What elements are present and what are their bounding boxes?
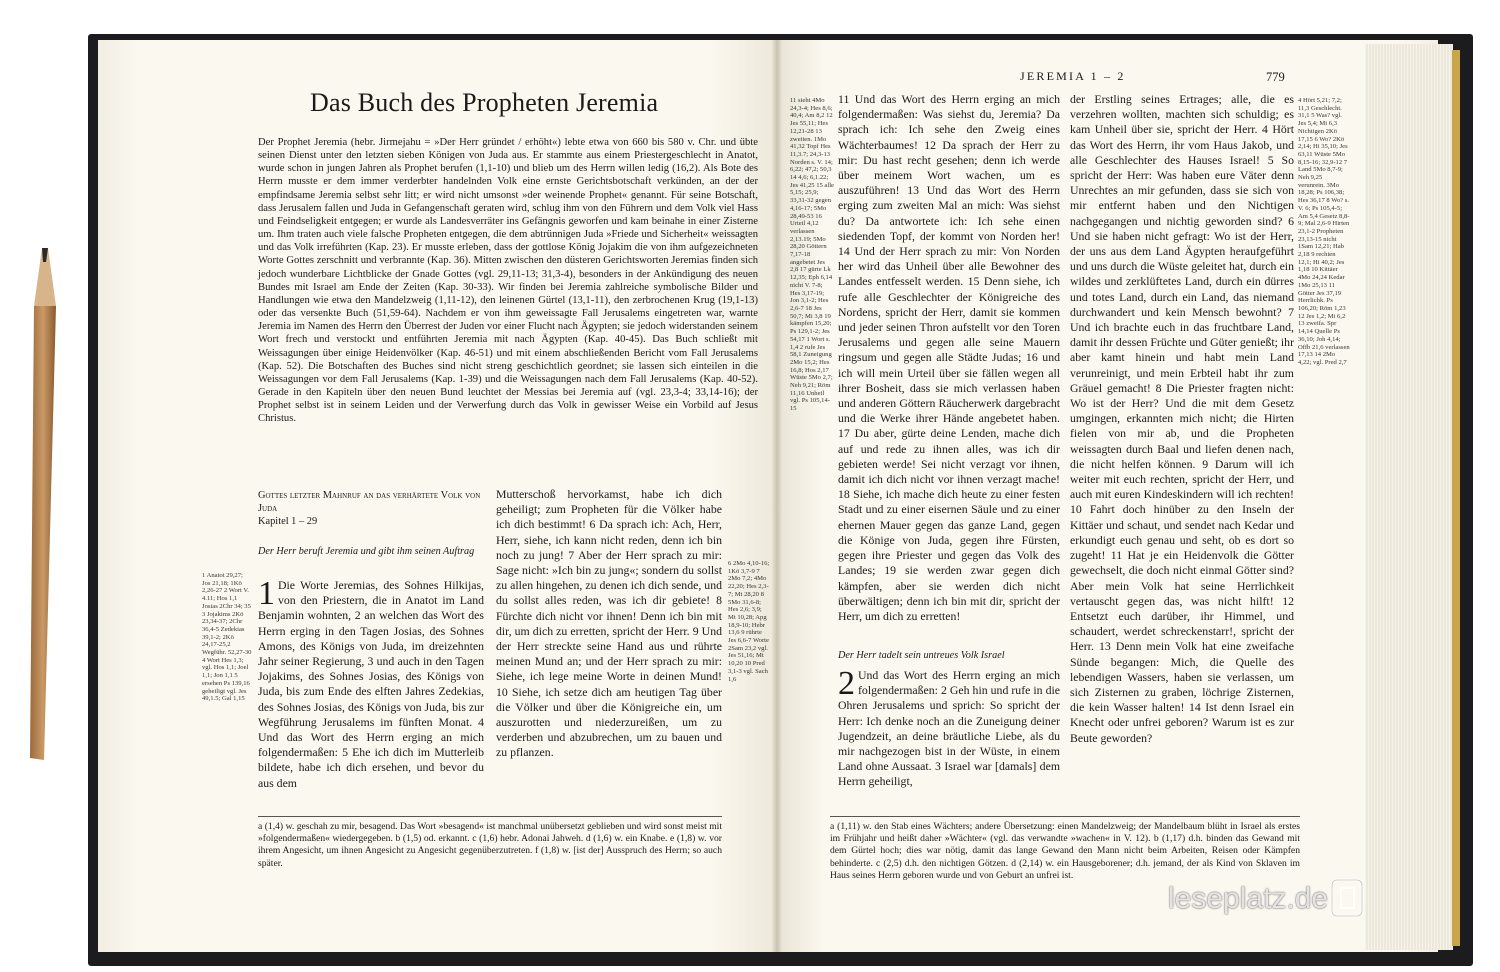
section-heading bbox=[258, 489, 498, 528]
watermark-book-icon bbox=[1330, 878, 1364, 918]
running-header: JEREMIA 1 – 2 bbox=[1020, 69, 1126, 83]
chapter-number: 1 bbox=[258, 578, 275, 612]
cross-references-middle bbox=[728, 560, 770, 686]
cross-reference-block: 4 Hört 5,21; 7,2; 11,3 Geschlecht. 31,1 5 Was? vgl. Jes 5,4; Mi 6,3 Nichtigen 2Kö 17,15 6 Wo? 2Kö 2,14; Hi 35,10; Jes 63,11 Wüste 5Mo 8,15-16; 32,9-12 7 Land 5Mo 8,7-9; Neh 9,25 verunrein. 3Mo 18,28; Ps 106,38; Hes 36,17 8 Wo? s. V. 6; Ps 105,4-5; Am 5,4 Gesetz 8,8-9; Mal 2,6-9 Hirten 23,1-2 Propheten 23,13-15 nicht 1Sam 12,21; Hab 2,18 9 rechten 12,1; Hi 40,2; Jes 1,18 10 Kittäer 4Mo 24,24 Kedar 1Mo 25,13 11 Götter Jes 37,19 Herrlichk. Ps 106,20; Röm 1,23 12 Jes 1,2; Mi 6,2 13 zweifa. Spr 14,14 Quelle Ps 36,10; Joh 4,14; Offb 21,6 verlassen 17,13 14 2Mo 4,22; vgl. Pred 2,7 bbox=[1298, 97, 1350, 366]
pencil bbox=[16, 244, 74, 764]
verse-column-1 bbox=[258, 578, 484, 810]
verse-text: Mutterschoß hervorkamst, habe ich dich geheiligt; zum Propheten für die Völker habe ich dich bestimmt! 6 Da sprach ich: Ach, Herr, Herr, siehe, ich kann nicht reden, denn ich bin noch zu jung! 7 Aber der Herr sprach zu mir: Sage nicht: »Ich bin zu jung«; sondern du sollst zu allen hingehen, zu denen ich dich sende, und du sollst alles reden, was ich dir gebiete! 8 Fürchte dich nicht vor ihnen! Denn ich bin mit dir, um dich zu erretten, spricht der Herr. 9 Und der Herr streckte seine Hand aus und rührte meinen Mund an; und der Herr sprach zu mir: Siehe, ich lege meine Worte in deinen Mund! 10 Siehe, ich setze dich am heutigen Tag über die Völker und über die Königreiche ein, um auszurotten und niederzureißen, um zu verderben und abzubrechen, um zu bauen und zu pflanzen. bbox=[496, 487, 722, 760]
chapter-number: 2 bbox=[838, 668, 855, 702]
watermark-text: leseplatz.de bbox=[1168, 882, 1329, 915]
verse-text: 11 Und das Wort des Herrn erging an mich folgendermaßen: Was siehst du, Jeremia? Da sprach ich: Ich sehe den Zweig eines Wächterbaumes! 12 Da sprach der Herr zu mir: Du hast recht gesehen; denn ich werde über meinem Wort wachen, um es auszuführen! 13 Und das Wort des Herrn erging zum zweiten Mal an mich: Was siehst du? Da antwortete ich: Ich sehe einen siedenden Topf, der kommt von Norden her! 14 Und der Herr sprach zu mir: Von Norden her wird das Unheil über alle Bewohner des Landes entfesselt werden. 15 Denn siehe, ich rufe alle Geschlechter der Königreiche des Nordens, spricht der Herr, damit sie kommen und jeder seinen Thron aufstellt vor den Toren Jerusalems und gegen alle seine Mauern ringsum und gegen alle Städte Judas; 16 und ich will mein Urteil über sie fällen wegen all ihrer Bosheit, dass sie mich verlassen haben und anderen Göttern Räucherwerk dargebracht und die Werke ihrer Hände angebetet haben. 17 Du aber, gürte deine Lenden, mache dich auf und rede zu ihnen alles, was ich dir gebieten werde! Sei nicht verzagt vor ihnen, damit ich dich nicht vor ihnen verzagt mache! 18 Siehe, ich mache dich heute zu einer festen Stadt und zu einer eisernen Säule und zu einer ehernen Mauer gegen das ganze Land, gegen die Könige von Juda, gegen ihre Fürsten, gegen ihre Priester und gegen das Volk des Landes; 19 sie werden zwar gegen dich kämpfen, aber sie werden dich nicht überwältigen; denn ich bin mit dir, spricht der Herr, um dich zu erretten! bbox=[838, 92, 1060, 623]
page-edges bbox=[1365, 44, 1453, 950]
pericope-heading-2: Der Herr tadelt sein untreues Volk Israel bbox=[838, 650, 1005, 661]
verse-column-3b bbox=[838, 668, 1060, 810]
verse-column-3 bbox=[838, 92, 1060, 640]
section-title: Gottes letzter Mahnruf an das verhärtete Volk von Juda bbox=[258, 490, 481, 514]
page-number: 779 bbox=[1266, 70, 1285, 84]
pericope-heading: Der Herr beruft Jeremia und gibt ihm seinen Auftrag bbox=[258, 546, 475, 557]
book-title: Das Buch des Propheten Jeremia bbox=[310, 88, 659, 117]
cross-references-left bbox=[202, 572, 252, 706]
verse-text: der Erstling seines Ertrages; alle, die es verzehren wollten, machten sich schuldig; es kam Unheil über sie, spricht der Herr. 4 Hört das Wort des Herrn, ihr vom Haus Jakob, und alle Geschlechter des Hauses Israel! 5 So spricht der Herr: Was haben eure Väter denn Unrechtes an mir gefunden, dass sie sich von mir entfernt haben und den Nichtigen nachgegangen und nichtig geworden sind? 6 Und sie haben nicht gefragt: Wo ist der Herr, der uns aus dem Land Ägypten heraufgeführt und uns durch die Wüste geleitet hat, durch ein wildes und zerklüftetes Land, durch ein dürres und totes Land, durch ein Land, das niemand durchwandert und kein Mensch bewohnt? 7 Und ich brachte euch in das fruchtbare Land, damit ihr dessen Früchte und Güter genießt; ihr aber kamt hinein und habt mein Land verunreinigt, und mein Erbteil habt ihr zum Gräuel gemacht! 8 Die Priester fragten nicht: Wo ist der Herr? Und die mit dem Gesetz umgingen, erkannten mich nicht; die Hirten fielen von mir ab, und die Propheten weissagten durch Baal und liefen denen nach, die nicht helfen können. 9 Darum will ich weiter mit euch rechten, spricht der Herr, und auch mit euren Kindeskindern will ich rechten! 10 Fahrt doch hinüber zu den Inseln der Kittäer und schaut, und sendet nach Kedar und erkundigt euch genau und seht, ob es dort so zugeht! 11 Hat je ein Heidenvolk die Götter gewechselt, die doch nicht einmal Götter sind? Aber mein Volk hat seine Herrlichkeit vertauscht gegen das, was nicht hilft! 12 Entsetzt euch darüber, ihr Himmel, und schaudert, werdet schreckenstarr!, spricht der Herr. 13 Denn mein Volk hat eine zweifache Sünde begangen: Mich, die Quelle des lebendigen Wassers, haben sie verlassen, um sich Zisternen zu graben, löchrige Zisternen, die kein Wasser halten! 14 Ist denn Israel ein Knecht oder unfrei geboren? Warum ist es zur Beute geworden? bbox=[1070, 92, 1294, 745]
section-range: Kapitel 1 – 29 bbox=[258, 516, 318, 527]
footnote-text: a (1,11) w. den Stab eines Wächters; andere Übersetzung: einen Mandelzweig; der Mandelbaum blüht in Israel als erstes im Frühjahr und heißt daher »Wächter« (vgl. das verwandte »wachen« in V. 12). b (1,17) d.h. binden das Gewand mit dem Gürtel hoch; dies war nötig, damit das lange Gewand den Mann nicht beim Arbeiten, Reisen oder Kämpfen behinderte. c (2,5) d.h. den nichtigen Götzen. d (2,14) w. ein Hausgeborener; d.h. jemand, der als Kind von Sklaven im Haus seines Herrn geboren wurde und von Geburt an unfrei ist. bbox=[830, 821, 1300, 881]
footnotes-left bbox=[258, 816, 722, 870]
cross-references-inner bbox=[790, 97, 834, 812]
cross-reference-block: 11 sieht 4Mo 24,3-4; Hes 8,6; 40,4; Am 8,2 12 Jes 55,11; Hes 12,21-28 13 zweiten. 1Mo 41,32 Topf Hes 11,3.7; 24,3-13 Norden s. V. 14; 6,22; 47,2; 50,3 14 4,6; 6,1.22; Jes 41,25 15 alle 5,15; 25,9; 33,31-32 gegen 4,16-17; 5Mo 28,49-53 16 Urteil 4,12 verlassen 2,13.19; 5Mo 28,20 Göttern 7,17-18 angebetet Jes 2,8 17 gürte Lk 12,35; Eph 6,14 nicht V. 7-8; Hes 3,17-19; Jon 3,1-2; Hes 2,6-7 18 Jes 50,7; Mi 3,8 19 kämpfen 15,20; Ps 129,1-2; Jes 54,17 1 Wort s. 1,4 2 rufe Jes 58,1 Zuneigung 2Mo 15,2; Hes 16,8; Hos 2,17 Wüste 5Mo 2,7; Neh 9,21; Röm 11,16 Unheil vgl. Ps 105,14-15 bbox=[790, 97, 834, 413]
introduction-text bbox=[258, 136, 758, 425]
introduction-paragraph: Der Prophet Jeremia (hebr. Jirmejahu = »Der Herr gründet / erhöht«) lebte etwa von 660 bis 580 v. Chr. und übte seinen Dienst unter den letzten sieben Königen von Juda aus. Er stammte aus einem Priestergeschlecht in Anatot, wurde schon in jungen Jahren als Prophet berufen (1,1-10) und blieb um des Herrn willen ledig (16,2). Als Bote des Herrn musste er dem immer verderbter handelnden Volk eine ernste Gerichtsbotschaft verkünden, an der der empfindsame Jeremia selbst sehr litt; er wird nicht umsonst »der weinende Prophet« genannt. Für seine Botschaft, dass Jerusalem fallen und Juda in Gefangenschaft geraten wird, schlug ihm von den Führern und dem Volk viel Hass und Feindseligkeit entgegen; er wurde als Landesverräter ins Gefängnis geworfen und kam beinahe in einer Zisterne um. Ihm traten auch viele falsche Propheten entgegen, die dem abtrünnigen Juda »Friede und Sicherheit« weissagten und das Volk irreführten (Kap. 23). Er musste erleben, dass der gottlose König Jojakim die von ihm aufgezeichneten Worte Gottes zerschnitt und verbrannte (Kap. 36). Mitten zwischen den düsteren Gerichtsworten Jeremias finden sich jedoch wunderbare Lichtblicke der Gnade Gottes (vgl. 29,11-13; 31,3-4), besonders in der Ankündigung des neuen Bundes mit Israel am Ende der Zeiten (Kap. 30-33). Wir finden bei Jeremia zahlreiche symbolische Bilder und Handlungen wie etwa den Mandelzweig (1,11-12), den leinenen Gürtel (13,1-11), den zerbrochenen Krug (19,1-13) oder das versenkte Buch (51,59-64). Nachdem er von ihm geweissagte Fall Jerusalems eingetreten war, warnte Jeremia im Namen des Herrn den Überrest der Juden vor einer Flucht nach Ägypten; sie jedoch widerstanden seinem Wort frech und verstockt und entführten Jeremia mit nach Ägypten (Kap. 40-45). Das Buch schließt mit Weissagungen über einige Heidenvölker (Kap. 46-51) und mit einem abschließenden Bericht vom Fall Jerusalems (Kap. 52). Die Botschaften des Buches sind nicht streng geschichtlich geordnet; sie lassen sich einteilen in die Weissagungen vor dem Fall Jerusalems (Kap. 1-39) und die Weissagungen nach dem Fall Jerusalems (Kap. 40-52). Gerade in den Kapiteln über den neuen Bund leuchtet der Messias bei Jeremia auf (vgl. 23,3-4; 33,14-16); der Prophet selbst ist in seinem Leiden und der Verwerfung durch das Volk in gewisser Weise ein Vorbild auf Jesus Christus. bbox=[258, 137, 758, 425]
book-gutter bbox=[772, 40, 782, 952]
footnote-text: a (1,4) w. geschah zu mir, besagend. Das Wort »besagend« ist manchmal unübersetzt geblieben und wird sonst meist mit »folgendermaßen« wiedergegeben. b (1,5) od. erkannt. c (1,6) hebr. Adonai Jahweh. d (1,6) w. ein Knabe. e (1,8) w. vor ihrem Angesicht, um ihnen Angesicht zu Angesicht gegenüberzutreten. f (1,8) w. [ist der] Ausspruch des Herrn; so auch später. bbox=[258, 821, 722, 869]
verse-text: Und das Wort des Herrn erging an mich folgendermaßen: 2 Geh hin und rufe in die Ohren Jerusalems und sprich: So spricht der Herr: Ich denke noch an die Zuneigung deiner Jugendzeit, an deine bräutliche Liebe, als du mir nachgezogen bist in der Wüste, in einem Land ohne Aussaat. 3 Israel war [damals] dem Herrn geheiligt, bbox=[838, 668, 1060, 789]
gilded-edge bbox=[1452, 50, 1460, 946]
cross-references-outer bbox=[1298, 97, 1350, 812]
verse-text: Die Worte Jeremias, des Sohnes Hilkijas, von den Priestern, die in Anatot im Land Benjamin wohnten, 2 an welchen das Wort des Herrn erging in den Tagen Josias, des Sohnes Amons, des Königs von Juda, im dreizehnten Jahr seiner Regierung, 3 und auch in den Tagen Jojakims, des Sohnes Josias, des Königs von Juda, bis zum Ende des elften Jahres Zedekias, des Sohnes Josias, des Königs von Juda, bis zur Wegführung Jerusalems im fünften Monat. 4 Und das Wort des Herrn erging an mich folgendermaßen: 5 Ehe ich dich im Mutterleib bildete, habe ich dich ersehen, und bevor du aus dem bbox=[258, 578, 484, 790]
footnotes-right bbox=[830, 816, 1300, 882]
cross-reference-block: 1 Anatot 29,27; Jos 21,18; 1Kö 2,26-27 2 Wort V. 4.11; Hos 1,1 Josias 2Chr 34; 35 3 Jojakims 2Kö 23,34-37; 2Chr 36,4-5 Zedekias 39,1-2; 2Kö 24,17-25,2 Wegführ. 52,27-30 4 Wort Hes 1,3; vgl. Hos 1,1; Joel 1,1; Jon 1,1 5 ersehen Ps 139,16 geheiligt vgl. Jes 49,1.5; Gal 1,15 bbox=[202, 572, 252, 703]
verse-column-4 bbox=[1070, 92, 1294, 810]
verse-column-2 bbox=[496, 487, 722, 809]
cross-reference-block: 6 2Mo 4,10-16; 1Kö 3,7-9 7 2Mo 7,2; 4Mo 22,20; Hes 2,3-7; Mt 28,20 8 5Mo 31,6-8; Hes 2,6; 3,9; Mt 10,28; Apg 18,9-10; Hebr 13,6 9 rührte Jes 6,6-7 Worte 2Sam 23,2 vgl. Jes 51,16; Mt 10,20 10 Pred 3,1-3 vgl. Sach 1,6 bbox=[728, 560, 770, 683]
